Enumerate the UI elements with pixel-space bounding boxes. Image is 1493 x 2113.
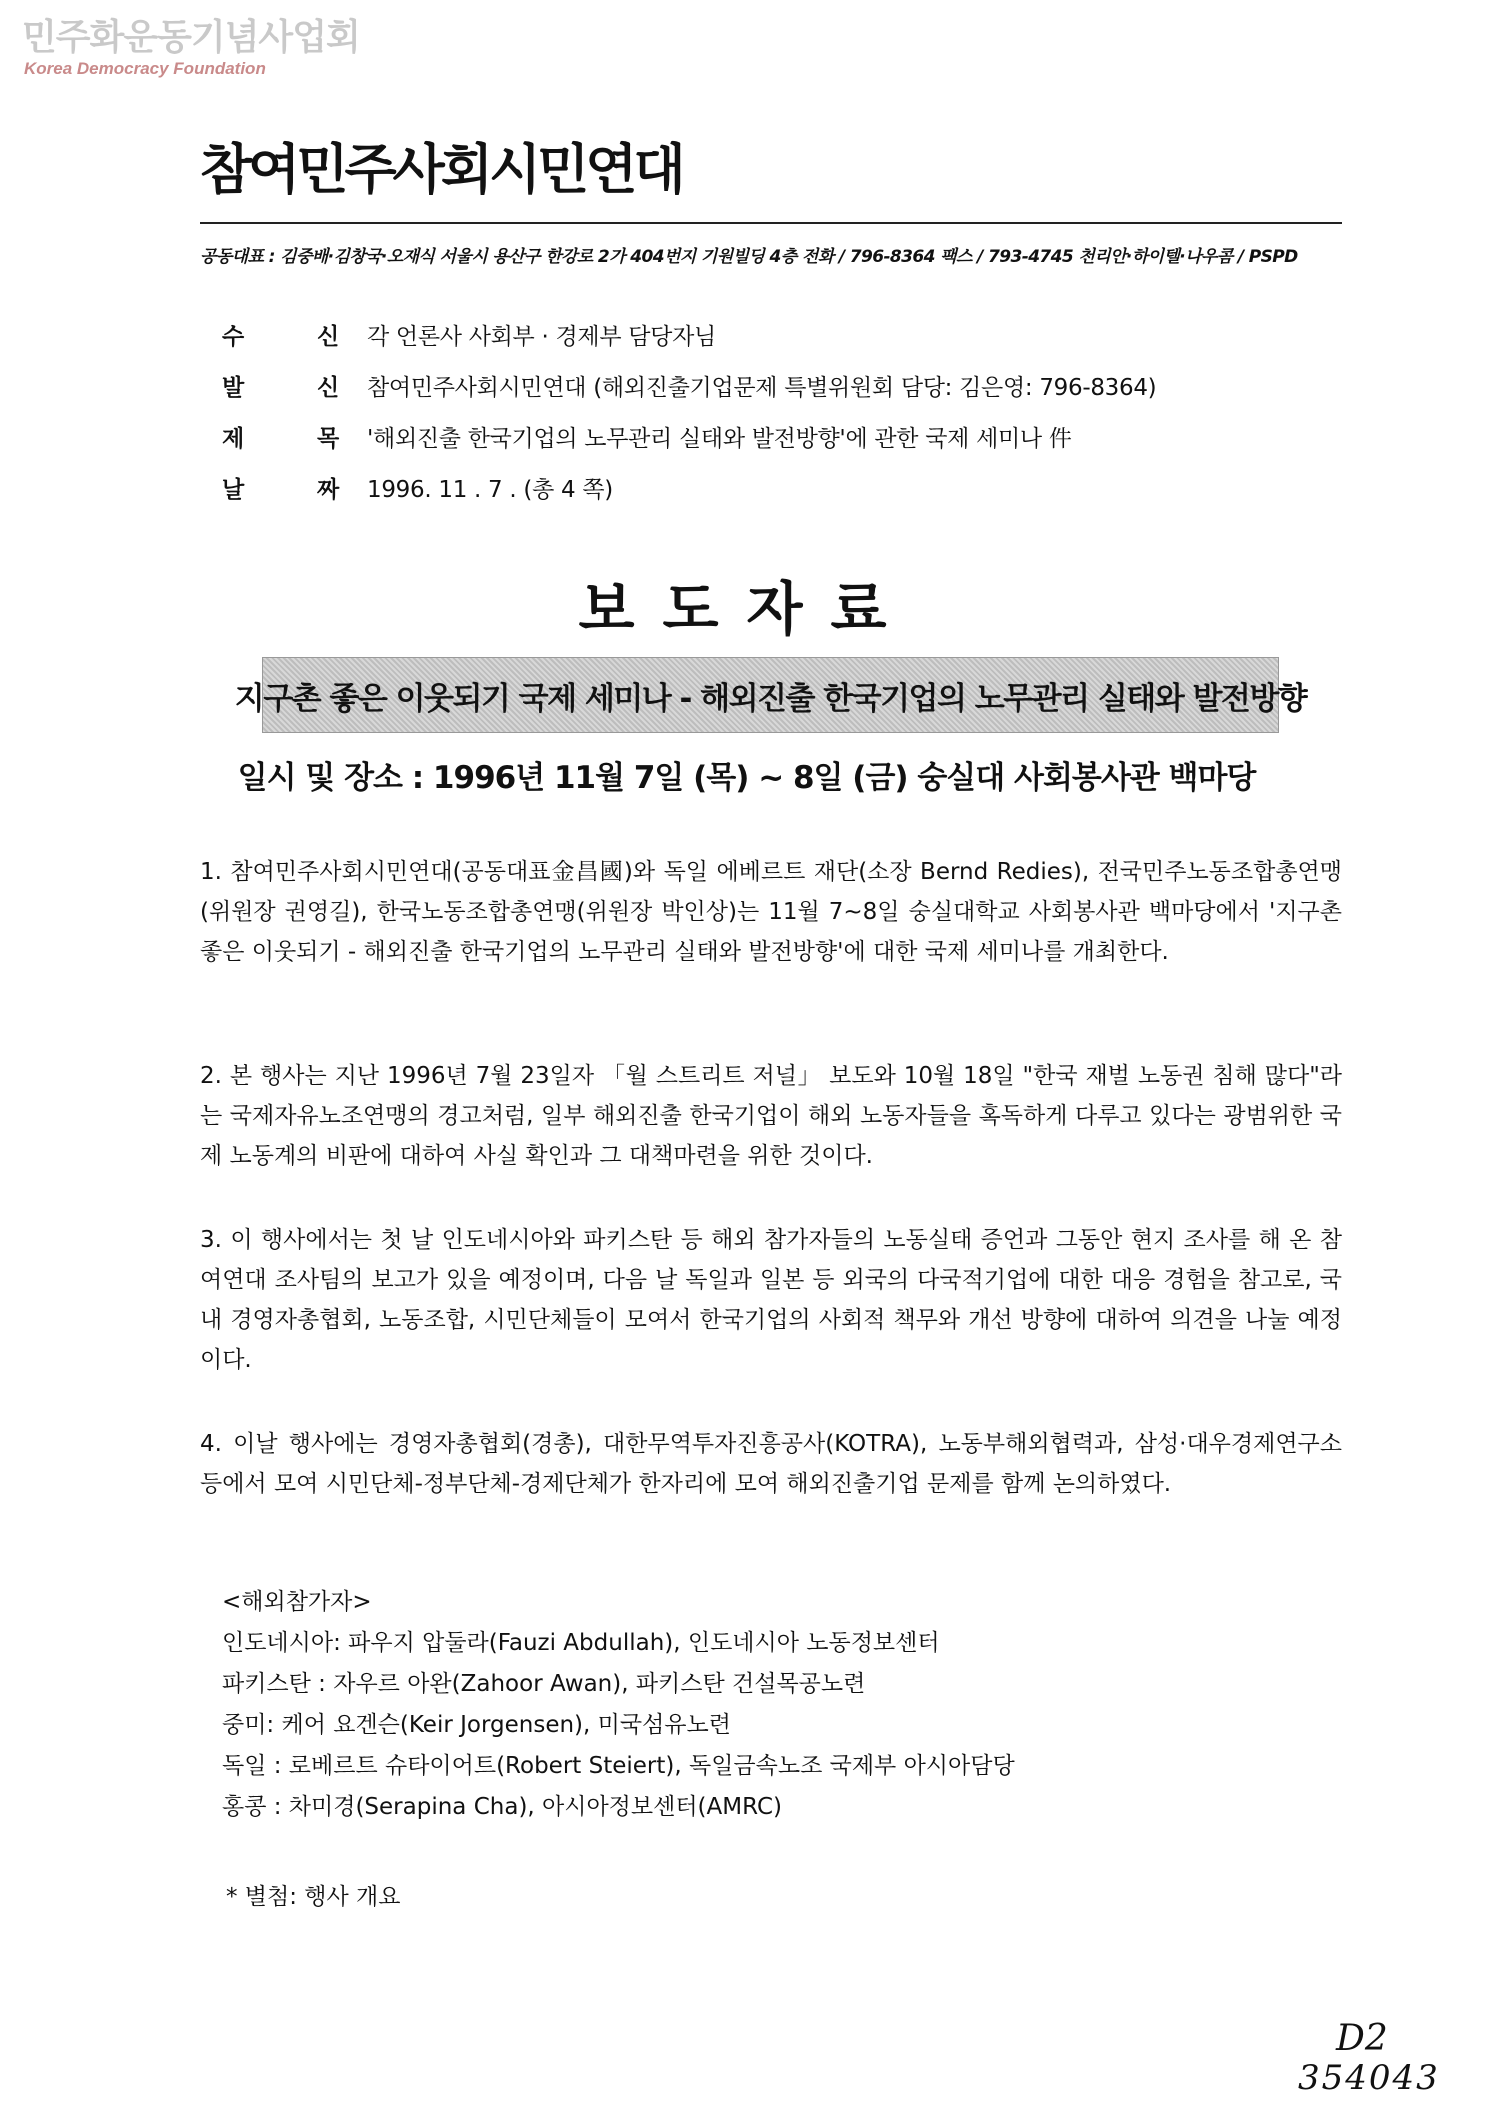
watermark <box>22 18 360 80</box>
date-row <box>222 471 1156 522</box>
recipient-row <box>222 318 1156 369</box>
subject-row <box>222 420 1156 471</box>
letterhead-divider <box>200 222 1342 224</box>
participant-item: 홍콩 : 차미경(Serapina Cha), 아시아정보센터(AMRC) <box>222 1794 782 1820</box>
paragraph-2: 2. 본 행사는 지난 1996년 7월 23일자 「월 스트리트 저널」 보도와 10월 18일 "한국 재벌 노동권 침해 많다"라는 국제자유노조연맹의 경고처럼, 일부 해외진출 한국기업이 해외 노동자들을 혹독하게 다루고 있다는 광범위한 국제 노동계의 비판에 대하여 사실 확인과 그 대책마련을 위한 것이다. <box>200 1063 1342 1169</box>
watermark-korean: 민주화운동기념사업회 <box>22 17 360 58</box>
participant-item: 파키스탄 : 자우르 아완(Zahoor Awan), 파키스탄 건설목공노련 <box>222 1671 866 1697</box>
header-fields <box>222 318 1156 522</box>
watermark-english: Korea Democracy Foundation <box>24 59 266 78</box>
paragraph-1: 1. 참여민주사회시민연대(공동대표金昌國)와 독일 에베르트 재단(소장 Bernd Redies), 전국민주노동조합총연맹(위원장 권영길), 한국노동조합총연맹(위원장 박인상)는 11월 7~8일 숭실대학교 사회봉사관 백마당에서 '지구촌 좋은 이웃되기 - 해외진출 한국기업의 노무관리 실태와 발전방향'에 대한 국제 세미나를 개최한다. <box>200 859 1342 965</box>
seminar-banner: 지구촌 좋은 이웃되기 국제 세미나 - 해외진출 한국기업의 노무관리 실태와 발전방향 <box>262 657 1279 733</box>
participants-heading: <해외참가자> <box>222 1589 372 1615</box>
paragraph-3: 3. 이 행사에서는 첫 날 인도네시아와 파키스탄 등 해외 참가자들의 노동실태 증언과 그동안 현지 조사를 해 온 참여연대 조사팀의 보고가 있을 예정이며, 다음 날 독일과 일본 등 외국의 다국적기업에 대한 대응 경험을 참고로, 국내 경영자총협회, 노동조합, 시민단체들이 모여서 한국기업의 사회적 책무와 개선 방향에 대하여 의견을 나눌 예정이다. <box>200 1227 1342 1373</box>
recipient-label: 수 신 <box>222 324 340 350</box>
date-value: 1996. 11 . 7 . (총 4 쪽) <box>367 477 613 503</box>
subject-value: '해외진출 한국기업의 노무관리 실태와 발전방향'에 관한 국제 세미나 件 <box>367 426 1072 452</box>
letterhead-contact: 공동대표 : 김중배·김창국·오재식 서울시 용산구 한강로 2가 404번지 기원빌딩 4층 전화 / 796-8364 팩스 / 793-4745 천리안·하이텔·나우콤 / PSPD <box>200 247 1298 267</box>
attachment-note: * 별첨: 행사 개요 <box>226 1884 401 1910</box>
organization-name: 참여민주사회시민연대 <box>200 138 682 201</box>
sender-row <box>222 369 1156 420</box>
handwritten-code: D2 <box>1336 2018 1388 2059</box>
handwritten-number: 354043 <box>1298 2058 1440 2098</box>
document-title: 보도자료 <box>578 575 915 643</box>
schedule-line: 일시 및 장소 : 1996년 11월 7일 (목) ~ 8일 (금) 숭실대 사회봉사관 백마당 <box>237 760 1256 796</box>
sender-value: 참여민주사회시민연대 (해외진출기업문제 특별위원회 담당: 김은영: 796-8364) <box>367 375 1157 401</box>
participant-item: 인도네시아: 파우지 압둘라(Fauzi Abdullah), 인도네시아 노동정보센터 <box>222 1630 940 1656</box>
subject-label: 제 목 <box>222 426 340 452</box>
date-label: 날 짜 <box>222 477 340 503</box>
participants-section <box>222 1582 1015 1828</box>
sender-label: 발 신 <box>222 375 340 401</box>
recipient-value: 각 언론사 사회부 · 경제부 담당자님 <box>367 324 716 350</box>
paragraph-4: 4. 이날 행사에는 경영자총협회(경총), 대한무역투자진흥공사(KOTRA), 노동부해외협력과, 삼성·대우경제연구소 등에서 모여 시민단체-정부단체-경제단체가 한자리에 모여 해외진출기업 문제를 함께 논의하였다. <box>200 1431 1342 1497</box>
participant-item: 독일 : 로베르트 슈타이어트(Robert Steiert), 독일금속노조 국제부 아시아담당 <box>222 1753 1015 1779</box>
participant-item: 중미: 케어 요겐슨(Keir Jorgensen), 미국섬유노련 <box>222 1712 731 1738</box>
